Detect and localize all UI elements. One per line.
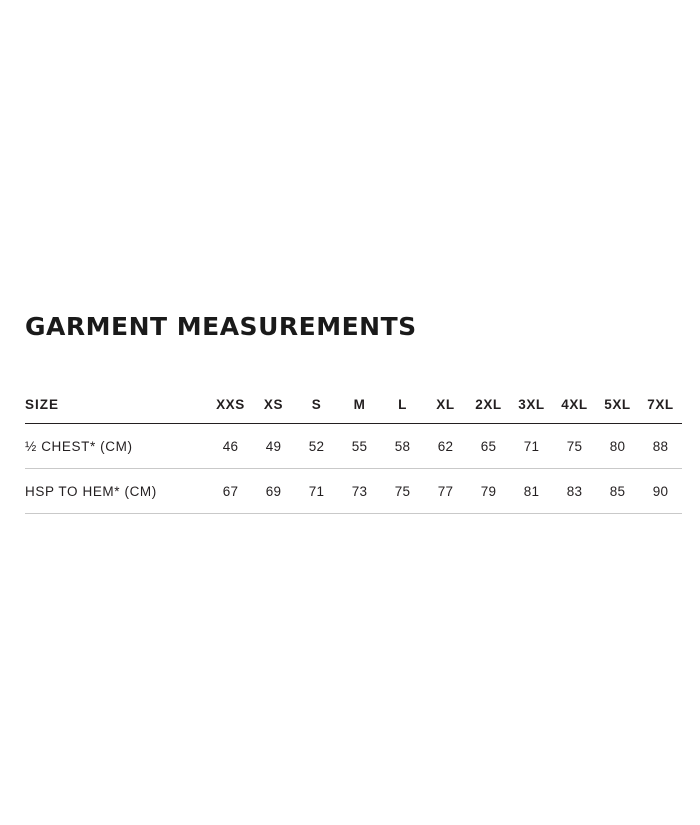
cell-hsp-to-hem-xxs: 67 xyxy=(209,469,252,514)
cell-hsp-to-hem-s: 71 xyxy=(295,469,338,514)
table-header-row xyxy=(25,385,682,424)
column-header-s: S xyxy=(295,385,338,424)
cell-half-chest-5xl: 80 xyxy=(596,424,639,469)
cell-hsp-to-hem-4xl: 83 xyxy=(553,469,596,514)
cell-half-chest-l: 58 xyxy=(381,424,424,469)
column-header-l: L xyxy=(381,385,424,424)
cell-hsp-to-hem-xs: 69 xyxy=(252,469,295,514)
garment-measurements-table-wrap xyxy=(25,385,675,514)
cell-hsp-to-hem-2xl: 79 xyxy=(467,469,510,514)
column-header-4xl: 4XL xyxy=(553,385,596,424)
table-body xyxy=(25,424,682,514)
table-header xyxy=(25,385,682,424)
column-header-3xl: 3XL xyxy=(510,385,553,424)
cell-hsp-to-hem-5xl: 85 xyxy=(596,469,639,514)
cell-half-chest-m: 55 xyxy=(338,424,381,469)
table-row xyxy=(25,469,682,514)
cell-hsp-to-hem-xl: 77 xyxy=(424,469,467,514)
page-title: GARMENT MEASUREMENTS xyxy=(25,312,417,341)
cell-half-chest-7xl: 88 xyxy=(639,424,682,469)
cell-half-chest-4xl: 75 xyxy=(553,424,596,469)
column-header-xs: XS xyxy=(252,385,295,424)
column-header-xl: XL xyxy=(424,385,467,424)
row-label-hsp-to-hem: HSP TO HEM* (CM) xyxy=(25,469,209,514)
column-header-7xl: 7XL xyxy=(639,385,682,424)
column-header-2xl: 2XL xyxy=(467,385,510,424)
column-header-5xl: 5XL xyxy=(596,385,639,424)
row-label-half-chest: ½ CHEST* (CM) xyxy=(25,424,209,469)
cell-hsp-to-hem-7xl: 90 xyxy=(639,469,682,514)
cell-half-chest-xs: 49 xyxy=(252,424,295,469)
cell-hsp-to-hem-l: 75 xyxy=(381,469,424,514)
table-row xyxy=(25,424,682,469)
column-header-m: M xyxy=(338,385,381,424)
cell-hsp-to-hem-m: 73 xyxy=(338,469,381,514)
cell-half-chest-xxs: 46 xyxy=(209,424,252,469)
cell-half-chest-s: 52 xyxy=(295,424,338,469)
column-header-xxs: XXS xyxy=(209,385,252,424)
garment-measurements-table xyxy=(25,385,682,514)
cell-half-chest-2xl: 65 xyxy=(467,424,510,469)
cell-hsp-to-hem-3xl: 81 xyxy=(510,469,553,514)
column-header-size: SIZE xyxy=(25,385,209,424)
cell-half-chest-xl: 62 xyxy=(424,424,467,469)
cell-half-chest-3xl: 71 xyxy=(510,424,553,469)
